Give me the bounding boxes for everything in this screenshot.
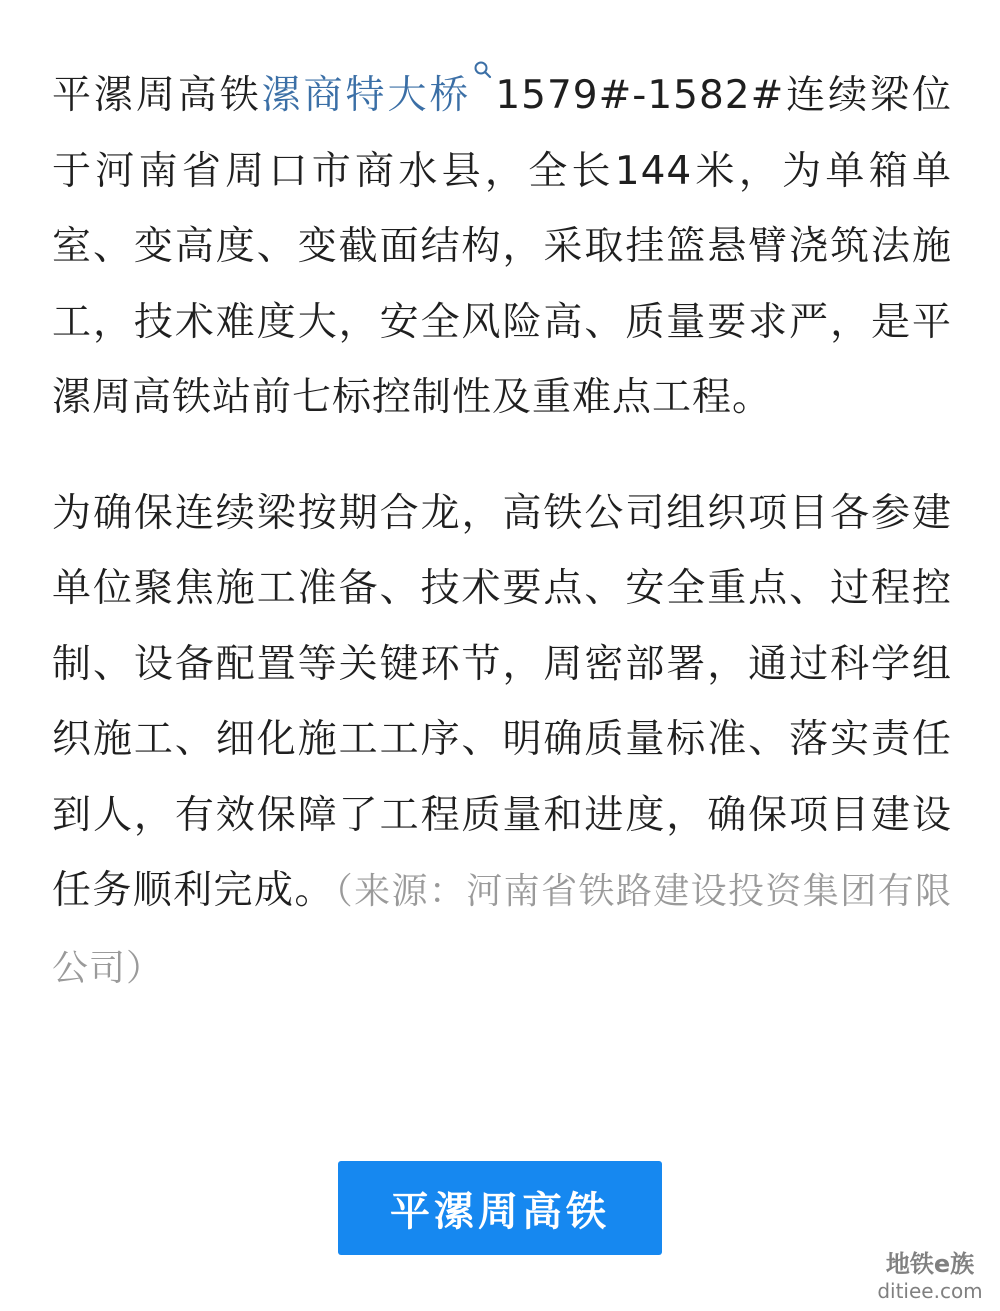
paragraph-1-body: 1579#-1582#连续梁位于河南省周口市商水县，全长144米，为单箱单室、变高度、变截面结构，采取挂篮悬臂浇筑法施工，技术难度大，安全风险高、质量要求严，是平漯周高铁站前七标控制性及重难点工程。 [52,73,952,420]
watermark-domain: ditiee.com [877,1279,983,1303]
topic-tag-button[interactable]: 平漯周高铁 [338,1161,662,1255]
paragraph-2-body: 为确保连续梁按期合龙，高铁公司组织项目各参建单位聚焦施工准备、技术要点、安全重点、过程控制、设备配置等关键环节，周密部署，通过科学组织施工、细化施工工序、明确质量标准、落实责任到人，有效保障了工程质量和进度，确保项目建设任务顺利完成。 [52,490,952,913]
watermark-logo-text: 地铁e族 [885,1250,975,1278]
bridge-search-link[interactable]: 漯商特大桥 [261,73,472,118]
article-paragraph-1 [52,58,952,436]
source-attribution: （来源：河南省铁路建设投资集团有限公司） [52,871,952,989]
paragraph-1-intro: 平漯周高铁 [52,73,262,118]
article-paragraph-2 [52,476,952,1007]
article-body [52,58,952,1006]
site-watermark [870,1249,990,1303]
search-icon[interactable] [471,58,495,100]
